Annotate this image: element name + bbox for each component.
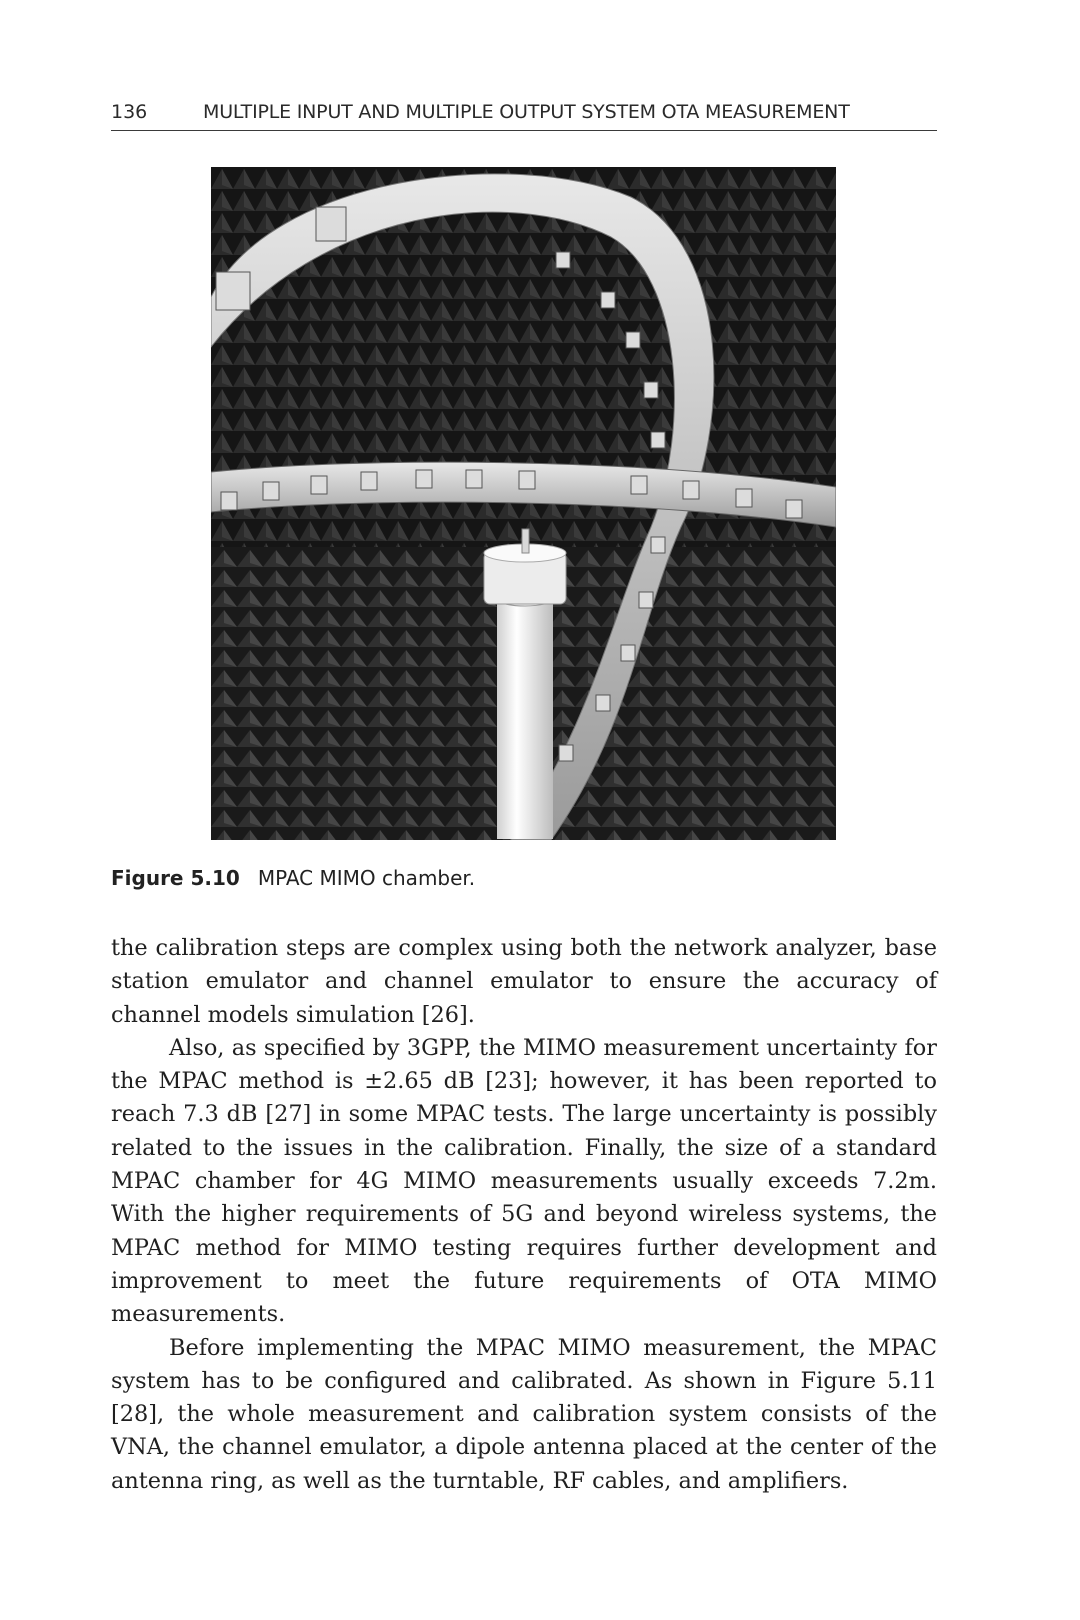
chamber-photo <box>211 167 836 840</box>
running-title: MULTIPLE INPUT AND MULTIPLE OUTPUT SYSTEM OTA MEASUREMENT <box>203 101 850 123</box>
paragraph: the calibration steps are complex using both the network analyzer, base station emulator and channel emulator to ensure the accuracy of channel models simulation [26]. <box>111 935 937 1028</box>
paragraph: Before implementing the MPAC MIMO measurement, the MPAC system has to be configured and calibrated. As shown in Figure 5.11 [28], the whole measurement and calibration system consists of the VNA, the channel emulator, a dipole antenna placed at the center of the antenna ring, as well as the turntable, RF cables, and amplifiers. <box>111 1334 937 1494</box>
body-text <box>111 932 937 1498</box>
page-number: 136 <box>111 101 148 123</box>
running-header <box>111 100 937 131</box>
figure-label: Figure 5.10 <box>111 866 240 890</box>
figure-caption <box>111 866 475 890</box>
figure-caption-text: MPAC MIMO chamber. <box>257 866 476 890</box>
paragraph: Also, as specified by 3GPP, the MIMO measurement uncertainty for the MPAC method is ±2.65 dB [23]; however, it has been reported to reach 7.3 dB [27] in some MPAC tests. The large uncertainty is possibly related to the issues in the calibration. Finally, the size of a standard MPAC chamber for 4G MIMO measurements usually exceeds 7.2m. With the higher requirements of 5G and beyond wireless systems, the MPAC method for MIMO testing requires further development and improvement to meet the future requirements of OTA MIMO measurements. <box>111 1034 937 1328</box>
